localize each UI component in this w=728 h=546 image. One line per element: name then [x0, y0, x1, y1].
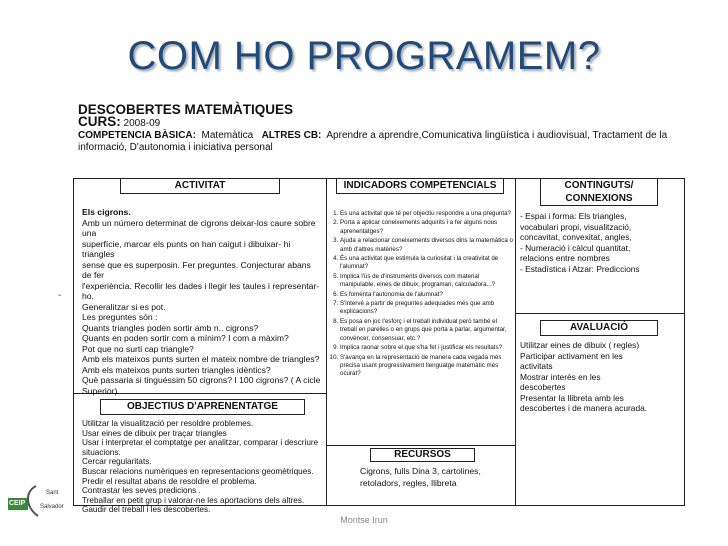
objectiu-line: Gaudir del treball i les descobertes. — [82, 505, 211, 515]
avaluacio-line: descobertes — [520, 382, 566, 392]
activitat-line: Superior) — [82, 385, 118, 396]
avaluacio-header — [540, 320, 658, 336]
activitat-line: Quants triangles poden sortir amb n.. cigrons? — [82, 322, 259, 333]
activitat-content — [82, 207, 322, 396]
activitat-heading: Els cigrons. — [82, 207, 131, 217]
divider-recursos — [326, 445, 515, 446]
avaluacio-line: descobertes i de manera acurada. — [520, 403, 648, 413]
recursos-content — [360, 465, 510, 489]
indicador-item: 2. Porta a aplicar coneixements adquirits i a fer alguns nous aprenentatges? — [340, 219, 514, 236]
objectiu-line: Contrastar les seves predicions . — [82, 486, 201, 496]
avaluacio-line: Participar activament en les — [520, 350, 623, 361]
side-mark: - — [58, 290, 62, 301]
activitat-line: l'experiència. Recollir les dades i llegir les taules i representar-ho. — [82, 280, 320, 301]
logo-side-1: Sant — [46, 490, 59, 496]
indicadors-title: INDICADORS COMPETENCIALS — [343, 180, 497, 191]
doc-heading: DESCOBERTES MATEMÀTIQUES — [78, 102, 294, 117]
objectiu-line: Cercar regularitats. — [82, 457, 152, 467]
altres-value-2: informació, D'autonomia i iniciativa personal — [78, 142, 273, 153]
objectius-content — [82, 419, 322, 515]
curs-value: 2008-09 — [123, 118, 161, 129]
altres-value-1: Aprendre a aprendre,Comunicativa lingüística i audiovisual, Tractament de la — [326, 130, 668, 141]
contingut-line: relacions entre nombres — [520, 253, 610, 263]
document-header — [78, 104, 698, 154]
indicador-item: 1. Es una activitat que té per objectiu respondre a una pregunta? — [340, 210, 514, 218]
objectiu-line: Usar i interpretar el comptatge per analitzar, comparar i descriure — [82, 438, 319, 448]
continguts-content — [520, 211, 682, 274]
activitat-line: Pot que no surti cap triangle? — [82, 343, 194, 354]
indicador-item: 10. S'avança en la representació de manera cada vegada més precisa usant progressivament llenguatge matemàtic més ocurat? — [340, 354, 514, 379]
contingut-line: - Espai i forma: Els triangles, — [520, 211, 627, 221]
competencia-value: Matemàtica — [201, 130, 254, 141]
indicadors-content — [328, 210, 514, 380]
activitat-line: Generalitzar si es pot. — [82, 301, 166, 312]
continguts-title-2: CONNEXIONS — [565, 193, 633, 204]
indicador-item: 7. S'intervé a partir de preguntes adequades més que amb explicacions? — [340, 300, 514, 317]
activitat-line: Amb un número determinat de cigrons deixar-los caure sobre una — [82, 217, 316, 238]
objectiu-line: Usar eines de dibuix per traçar triangles — [82, 428, 227, 438]
activitat-line: Quants en poden sortir com a mínim? I com a màxim? — [82, 333, 289, 343]
objectiu-line: situacions. — [82, 447, 121, 457]
objectius-header — [100, 399, 305, 415]
indicador-item: 6. Es fomenta l'autonomia de l'alumnat? — [340, 291, 514, 299]
indicador-item: 8. Es posa en joc l'esforç i el treball individual però també el treball en parelles o en grups que porta a parlar, argumentar, convèncer, consensuar, etc.? — [340, 318, 514, 343]
activitat-title: ACTIVITAT — [174, 180, 226, 191]
logo-side-2: Salvador — [40, 504, 64, 510]
contingut-line: vocabulari propi, visualització, — [520, 221, 632, 232]
activitat-line: Les preguntes són : — [82, 312, 158, 322]
continguts-header — [540, 178, 658, 206]
objectius-title: OBJECTIUS D'APRENENTATGE — [127, 401, 278, 412]
indicador-item: 9. Implica raonar sobre el que s'ha fet i justificar els resultats? — [340, 344, 514, 352]
activitat-line: superfície, marcar els punts on han caigut i dibuixar- hi triangles — [82, 238, 291, 259]
recursos-line-2: retoladors, regles, llibreta — [360, 478, 457, 488]
avaluacio-content — [520, 340, 682, 414]
avaluacio-line: Presentar la llibreta amb les — [520, 392, 624, 403]
continguts-title-1: CONTINGUTS/ — [564, 180, 634, 191]
activitat-line: Què passaria si tinguéssim 50 cigrons? I 100 cigrons? ( A cicle — [82, 375, 321, 385]
indicadors-header — [336, 178, 504, 194]
avaluacio-line: Mostrar interès en les — [520, 371, 601, 382]
avaluacio-line: Utilitzar eines de dibuix ( regles) — [520, 340, 640, 350]
divider-1 — [326, 178, 327, 506]
slide-title: COM HO PROGRAMEM? — [127, 34, 601, 78]
avaluacio-title: AVALUACIÓ — [570, 322, 628, 333]
indicador-item: 3. Ajuda a relacionar coneixements diversos dins la matemàtica o amb d'altres matèries? — [340, 237, 514, 254]
activitat-line: sense que es superposin. Fer preguntes. Conjecturar abans de fer — [82, 259, 311, 280]
objectiu-line: Utilitzar la visualització per resoldre problemes. — [82, 419, 254, 428]
contingut-line: - Numeració i càlcul quantitat, — [520, 242, 631, 253]
indicador-item: 4. És una activitat que estimula la curiositat i la creativitat de l'alumnat? — [340, 255, 514, 272]
recursos-line-1: Cigrons, fulls Dina 3, cartolines, — [360, 466, 481, 476]
contingut-line: concavitat, convexitat, angles, — [520, 232, 632, 242]
divider-2 — [515, 178, 516, 506]
contingut-line: - Estadística i Atzar: Prediccions — [520, 263, 640, 274]
recursos-title: RECURSOS — [394, 449, 451, 460]
logo-curve — [28, 486, 38, 516]
objectiu-line: Buscar relacions numèriques en representacions geomètriques. — [82, 466, 314, 476]
avaluacio-line: activitats — [520, 361, 553, 371]
indicador-item: 5. Implica l'ús de d'instruments diversos com material manipulable, eines de dibuix, programari, calculadora...? — [340, 273, 514, 290]
activitat-line: Amb els mateixos punts surten el mateix nombre de triangles? — [82, 354, 320, 364]
curs-label: CURS: — [78, 114, 121, 129]
logo-text: CEIP — [9, 500, 26, 507]
altres-label: ALTRES CB: — [261, 130, 322, 141]
recursos-header — [370, 448, 475, 462]
footer-author: Montse Irun — [340, 515, 388, 525]
objectiu-line: Predir el resultat abans de resoldre el problema. — [82, 476, 257, 486]
divider-avaluacio — [515, 313, 685, 314]
competencia-label: COMPETENCIA BÀSICA: — [78, 130, 196, 141]
activitat-header — [120, 178, 280, 194]
activitat-line: Amb els mateixos punts surten triangles idèntics? — [82, 364, 271, 375]
objectiu-line: Treballar en petit grup i valorar-ne les aportacions dels altres. — [82, 495, 305, 505]
